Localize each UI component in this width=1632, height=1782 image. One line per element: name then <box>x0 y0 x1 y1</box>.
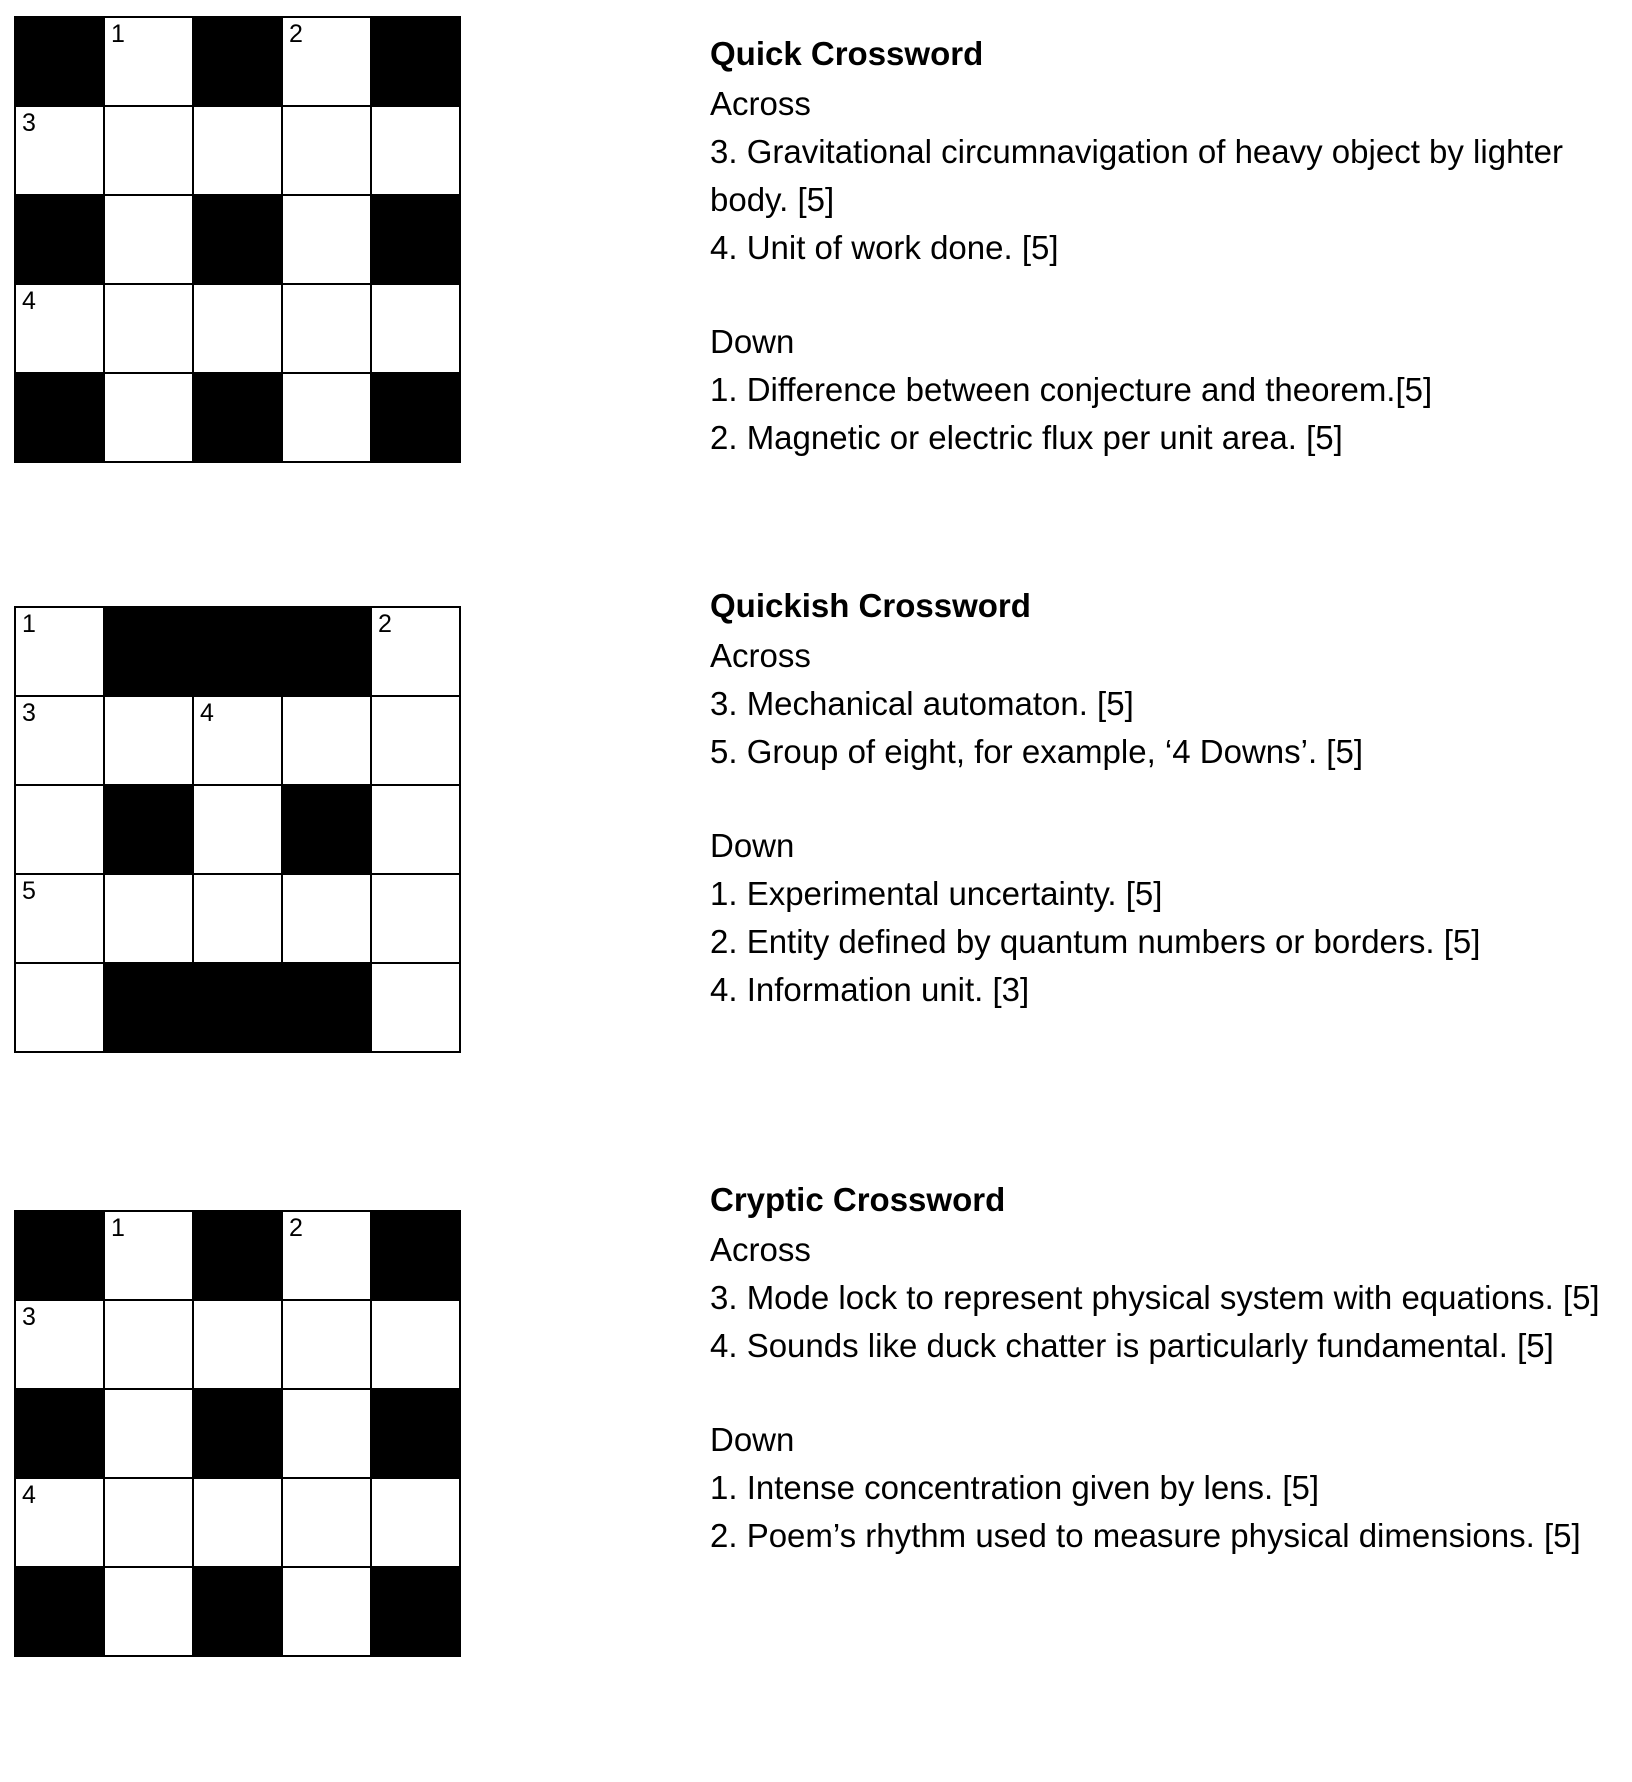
grid-cell-block <box>193 17 282 106</box>
grid-cell-block <box>15 1389 104 1478</box>
grid-row <box>15 874 460 963</box>
grid-row <box>15 785 460 874</box>
down-clue: 4. Information unit. [3] <box>710 971 1030 1008</box>
down-clue: 2. Entity defined by quantum numbers or borders. [5] <box>710 923 1481 960</box>
cell-number: 1 <box>22 610 36 638</box>
cell-number: 1 <box>111 1214 125 1242</box>
grid-row <box>15 696 460 785</box>
grid-cell[interactable] <box>282 874 371 963</box>
grid-cell[interactable] <box>282 1389 371 1478</box>
grid-cell[interactable] <box>104 284 193 373</box>
grid-cell[interactable] <box>193 785 282 874</box>
grid-row <box>15 195 460 284</box>
grid-cell[interactable] <box>104 195 193 284</box>
grid-cell[interactable] <box>282 284 371 373</box>
cell-number: 1 <box>111 20 125 48</box>
grid-cell[interactable] <box>371 785 460 874</box>
down-heading: Down <box>710 827 795 864</box>
grid-cell[interactable] <box>282 1567 371 1656</box>
grid-cell[interactable] <box>282 696 371 785</box>
cell-number: 2 <box>378 610 392 638</box>
grid-cell-block <box>104 785 193 874</box>
clues-cryptic <box>710 1176 1610 1560</box>
grid-row <box>15 106 460 195</box>
grid-cell[interactable] <box>371 607 460 696</box>
grid-cell[interactable] <box>104 1300 193 1389</box>
down-clue: 1. Experimental uncertainty. [5] <box>710 875 1163 912</box>
crossword-grid-cryptic[interactable] <box>14 1210 461 1657</box>
grid-cell[interactable] <box>104 1211 193 1300</box>
grid-cell-block <box>282 785 371 874</box>
grid-cell-block <box>193 1567 282 1656</box>
puzzle-title: Cryptic Crossword <box>710 1181 1006 1218</box>
grid-cell[interactable] <box>371 1478 460 1567</box>
across-clue: 5. Group of eight, for example, ‘4 Downs’. [5] <box>710 733 1363 770</box>
grid-cell[interactable] <box>371 106 460 195</box>
across-clue: 3. Mechanical automaton. [5] <box>710 685 1134 722</box>
puzzle-title: Quick Crossword <box>710 35 984 72</box>
across-clue: 4. Sounds like duck chatter is particularly fundamental. [5] <box>710 1327 1554 1364</box>
grid-cell[interactable] <box>104 17 193 106</box>
grid-cell[interactable] <box>282 373 371 462</box>
grid-table[interactable] <box>14 16 461 463</box>
across-clue: 4. Unit of work done. [5] <box>710 229 1059 266</box>
grid-cell[interactable] <box>193 106 282 195</box>
grid-cell[interactable] <box>282 1478 371 1567</box>
grid-cell[interactable] <box>104 696 193 785</box>
cell-number: 4 <box>200 699 214 727</box>
across-heading: Across <box>710 1231 811 1268</box>
grid-cell-block <box>371 1211 460 1300</box>
grid-cell-block <box>371 1567 460 1656</box>
grid-cell-block <box>371 195 460 284</box>
down-heading: Down <box>710 323 795 360</box>
grid-cell-block <box>15 373 104 462</box>
grid-row <box>15 284 460 373</box>
grid-cell-block <box>193 1389 282 1478</box>
grid-cell[interactable] <box>104 373 193 462</box>
across-heading: Across <box>710 85 811 122</box>
grid-cell-block <box>15 17 104 106</box>
across-clue: 3. Gravitational circumnavigation of heavy object by lighter body. [5] <box>710 133 1563 218</box>
grid-cell[interactable] <box>15 1300 104 1389</box>
grid-cell-block <box>193 373 282 462</box>
grid-cell-block <box>104 607 193 696</box>
grid-row <box>15 1389 460 1478</box>
cell-number: 2 <box>289 1214 303 1242</box>
grid-row <box>15 607 460 696</box>
clue-spacer <box>710 776 1610 822</box>
grid-cell-block <box>15 1211 104 1300</box>
grid-cell-block <box>15 195 104 284</box>
cell-number: 3 <box>22 1303 36 1331</box>
grid-row <box>15 1478 460 1567</box>
grid-cell-block <box>104 963 193 1052</box>
grid-cell[interactable] <box>282 1211 371 1300</box>
grid-cell[interactable] <box>371 696 460 785</box>
grid-cell-block <box>371 1389 460 1478</box>
clues-quick <box>710 30 1610 462</box>
grid-cell[interactable] <box>15 785 104 874</box>
puzzle-title: Quickish Crossword <box>710 587 1031 624</box>
grid-cell[interactable] <box>193 1478 282 1567</box>
grid-cell[interactable] <box>15 696 104 785</box>
cell-number: 3 <box>22 109 36 137</box>
grid-table[interactable] <box>14 606 461 1053</box>
grid-cell[interactable] <box>282 17 371 106</box>
down-clue: 1. Difference between conjecture and theorem.[5] <box>710 371 1433 408</box>
down-clue: 1. Intense concentration given by lens. [5] <box>710 1469 1320 1506</box>
grid-cell-block <box>371 373 460 462</box>
grid-cell[interactable] <box>193 1300 282 1389</box>
grid-cell[interactable] <box>371 284 460 373</box>
grid-table[interactable] <box>14 1210 461 1657</box>
grid-cell[interactable] <box>104 106 193 195</box>
cell-number: 2 <box>289 20 303 48</box>
grid-cell[interactable] <box>104 874 193 963</box>
grid-row <box>15 373 460 462</box>
cell-number: 3 <box>22 699 36 727</box>
grid-cell-block <box>371 17 460 106</box>
down-clue: 2. Poem’s rhythm used to measure physical dimensions. [5] <box>710 1517 1581 1554</box>
cell-number: 4 <box>22 1481 36 1509</box>
grid-row <box>15 1211 460 1300</box>
grid-cell[interactable] <box>15 284 104 373</box>
grid-cell[interactable] <box>15 874 104 963</box>
cell-number: 5 <box>22 877 36 905</box>
down-heading: Down <box>710 1421 795 1458</box>
grid-cell[interactable] <box>282 195 371 284</box>
grid-cell[interactable] <box>371 874 460 963</box>
clues-quickish <box>710 582 1610 1014</box>
grid-cell[interactable] <box>104 1478 193 1567</box>
grid-row <box>15 1300 460 1389</box>
cell-number: 4 <box>22 287 36 315</box>
grid-row <box>15 963 460 1052</box>
grid-cell-block <box>193 195 282 284</box>
grid-cell[interactable] <box>371 963 460 1052</box>
across-clue: 3. Mode lock to represent physical system with equations. [5] <box>710 1279 1600 1316</box>
grid-cell[interactable] <box>15 963 104 1052</box>
grid-cell-block <box>193 1211 282 1300</box>
grid-cell[interactable] <box>104 1389 193 1478</box>
crossword-grid-quick[interactable] <box>14 16 461 463</box>
grid-cell[interactable] <box>15 1478 104 1567</box>
across-heading: Across <box>710 637 811 674</box>
grid-cell-block <box>282 607 371 696</box>
grid-cell-block <box>15 1567 104 1656</box>
grid-cell[interactable] <box>282 1300 371 1389</box>
grid-cell[interactable] <box>193 284 282 373</box>
clue-spacer <box>710 272 1610 318</box>
grid-cell[interactable] <box>282 106 371 195</box>
grid-cell[interactable] <box>371 1300 460 1389</box>
grid-row <box>15 17 460 106</box>
grid-cell-block <box>193 607 282 696</box>
grid-cell[interactable] <box>193 696 282 785</box>
grid-cell[interactable] <box>193 874 282 963</box>
grid-cell-block <box>282 963 371 1052</box>
grid-cell[interactable] <box>15 106 104 195</box>
clue-spacer <box>710 1370 1610 1416</box>
down-clue: 2. Magnetic or electric flux per unit area. [5] <box>710 419 1343 456</box>
grid-row <box>15 1567 460 1656</box>
crossword-grid-quickish[interactable] <box>14 606 461 1053</box>
grid-cell[interactable] <box>104 1567 193 1656</box>
grid-cell[interactable] <box>15 607 104 696</box>
grid-cell-block <box>193 963 282 1052</box>
